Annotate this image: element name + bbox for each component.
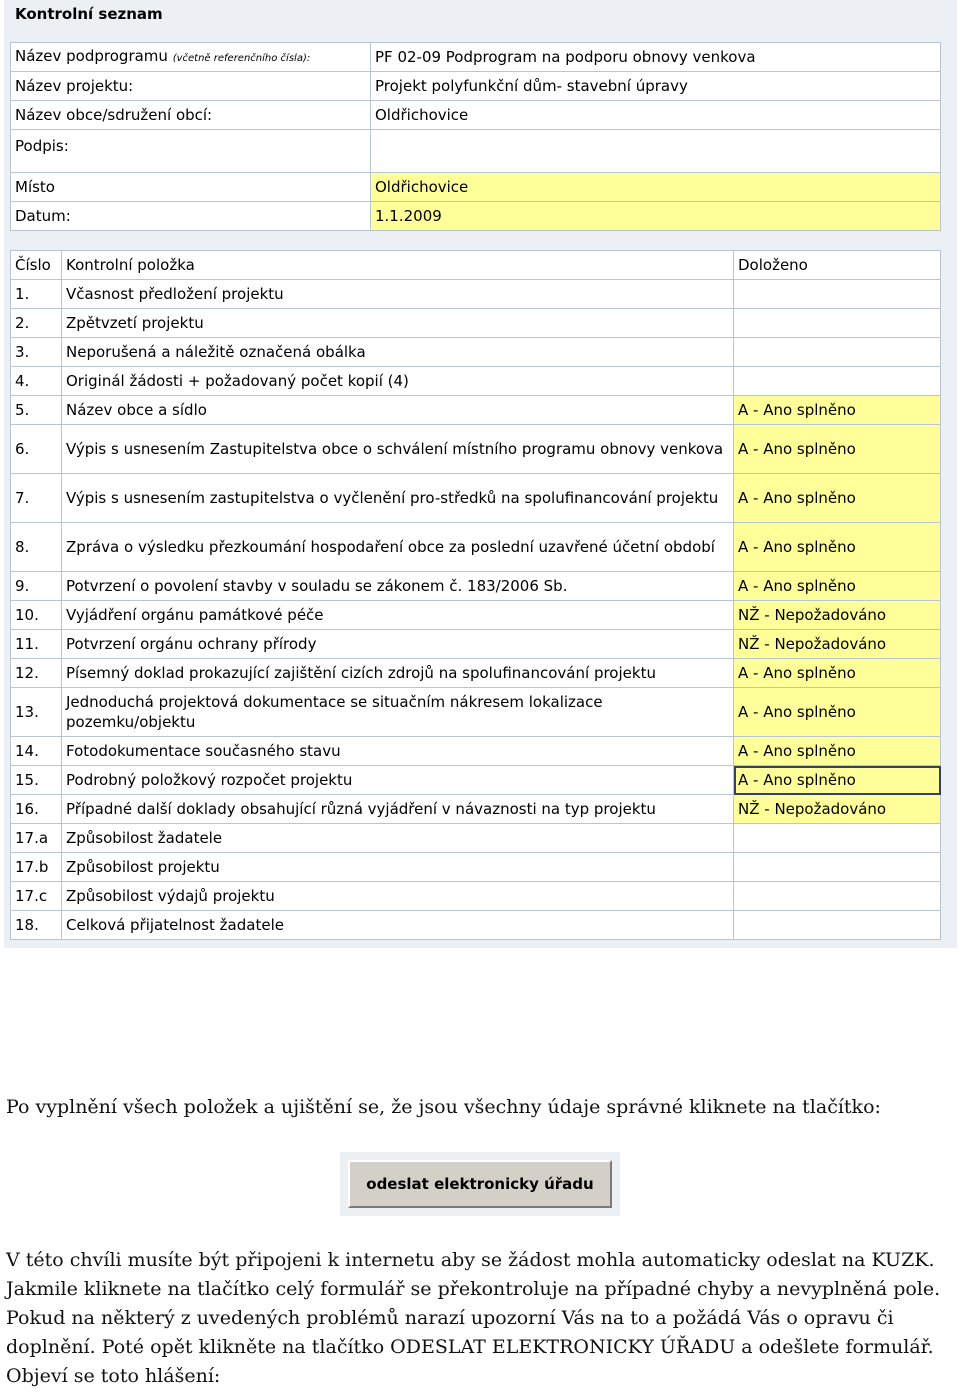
row-number: 13. bbox=[11, 688, 62, 737]
table-row bbox=[11, 425, 941, 474]
row-number: 18. bbox=[11, 911, 62, 940]
row-number: 11. bbox=[11, 630, 62, 659]
row-documented-select[interactable] bbox=[734, 367, 941, 396]
table-row bbox=[11, 688, 941, 737]
table-row bbox=[11, 572, 941, 601]
table-row bbox=[11, 523, 941, 572]
row-number: 2. bbox=[11, 309, 62, 338]
table-row bbox=[11, 280, 941, 309]
row-documented-select[interactable] bbox=[734, 309, 941, 338]
table-row bbox=[11, 601, 941, 630]
info-label-note: (včetně referenčního čísla): bbox=[172, 52, 311, 64]
row-item: Písemný doklad prokazující zajištění cizích zdrojů na spolufinancování projektu bbox=[62, 659, 734, 688]
row-item: Výpis s usnesením Zastupitelstva obce o schválení místního programu obnovy venkova bbox=[62, 425, 734, 474]
row-documented-select[interactable]: A - Ano splněno bbox=[734, 688, 941, 737]
row-number: 7. bbox=[11, 474, 62, 523]
info-value[interactable]: Projekt polyfunkční dům- stavební úpravy bbox=[371, 72, 941, 101]
table-row bbox=[11, 630, 941, 659]
header-item: Kontrolní položka bbox=[62, 251, 734, 280]
info-value[interactable] bbox=[371, 130, 941, 173]
row-item: Způsobilost výdajů projektu bbox=[62, 882, 734, 911]
row-documented-select[interactable] bbox=[734, 280, 941, 309]
row-number: 14. bbox=[11, 737, 62, 766]
row-number: 12. bbox=[11, 659, 62, 688]
row-documented-select[interactable] bbox=[734, 882, 941, 911]
row-number: 15. bbox=[11, 766, 62, 795]
info-row bbox=[11, 72, 941, 101]
row-item: Výpis s usnesením zastupitelstva o vyčlenění pro-středků na spolufinancování projektu bbox=[62, 474, 734, 523]
row-number: 9. bbox=[11, 572, 62, 601]
checklist-table bbox=[10, 250, 941, 940]
row-item: Název obce a sídlo bbox=[62, 396, 734, 425]
info-value[interactable]: Oldřichovice bbox=[371, 101, 941, 130]
row-documented-select[interactable]: A - Ano splněno bbox=[734, 425, 941, 474]
row-documented-select[interactable]: A - Ano splněno bbox=[734, 572, 941, 601]
row-number: 1. bbox=[11, 280, 62, 309]
panel-title: Kontrolní seznam bbox=[15, 5, 163, 23]
info-label: Název projektu: bbox=[11, 72, 371, 101]
table-row bbox=[11, 853, 941, 882]
row-documented-select[interactable]: A - Ano splněno bbox=[734, 659, 941, 688]
row-documented-select[interactable] bbox=[734, 824, 941, 853]
row-item: Včasnost předložení projektu bbox=[62, 280, 734, 309]
info-value[interactable]: 1.1.2009 bbox=[371, 202, 941, 231]
info-label: Datum: bbox=[11, 202, 371, 231]
info-row bbox=[11, 101, 941, 130]
info-row bbox=[11, 173, 941, 202]
row-documented-select[interactable] bbox=[734, 853, 941, 882]
row-number: 6. bbox=[11, 425, 62, 474]
info-row bbox=[11, 43, 941, 72]
row-item: Zpětvzetí projektu bbox=[62, 309, 734, 338]
row-item: Zpráva o výsledku přezkoumání hospodaření obce za poslední uzavřené účetní období bbox=[62, 523, 734, 572]
submit-button-frame bbox=[340, 1152, 620, 1216]
row-item: Celková přijatelnost žadatele bbox=[62, 911, 734, 940]
table-row bbox=[11, 737, 941, 766]
table-row bbox=[11, 659, 941, 688]
submit-electronic-button[interactable]: odeslat elektronicky úřadu bbox=[348, 1160, 612, 1208]
row-documented-select[interactable] bbox=[734, 338, 941, 367]
row-number: 3. bbox=[11, 338, 62, 367]
row-item: Vyjádření orgánu památkové péče bbox=[62, 601, 734, 630]
table-row bbox=[11, 911, 941, 940]
table-row bbox=[11, 766, 941, 795]
row-number: 17.b bbox=[11, 853, 62, 882]
row-item: Případné další doklady obsahující různá vyjádření v návaznosti na typ projektu bbox=[62, 795, 734, 824]
row-item: Fotodokumentace současného stavu bbox=[62, 737, 734, 766]
info-table bbox=[10, 42, 941, 231]
row-documented-select[interactable]: A - Ano splněno bbox=[734, 396, 941, 425]
row-documented-select[interactable]: A - Ano splněno bbox=[734, 766, 941, 795]
row-number: 5. bbox=[11, 396, 62, 425]
row-item: Potvrzení o povolení stavby v souladu se zákonem č. 183/2006 Sb. bbox=[62, 572, 734, 601]
row-documented-select[interactable]: NŽ - Nepožadováno bbox=[734, 630, 941, 659]
table-header-row bbox=[11, 251, 941, 280]
table-row bbox=[11, 309, 941, 338]
body-text: V této chvíli musíte být připojeni k internetu aby se žádost mohla automaticky odeslat na KUZK. Jakmile kliknete na tlačítko celý formulář se překontroluje na případné chyby a nevyplněná pole. Pokud na některý z uvedených problémů narazí upozorní Vás na to a požádá Vás o opravu či doplnění. Poté opět klikněte na tlačítko ODESLAT ELEKTRONICKY ÚŘADU a odešlete formulář. Objeví se toto hlášení: bbox=[6, 1249, 941, 1387]
instructions-text: Po vyplnění všech položek a ujištění se, že jsou všechny údaje správné kliknete na tlačítko: bbox=[6, 1096, 881, 1118]
row-item: Způsobilost projektu bbox=[62, 853, 734, 882]
row-documented-select[interactable] bbox=[734, 911, 941, 940]
row-item: Neporušená a náležitě označená obálka bbox=[62, 338, 734, 367]
row-number: 16. bbox=[11, 795, 62, 824]
info-label: Název obce/sdružení obcí: bbox=[11, 101, 371, 130]
row-item: Originál žádosti + požadovaný počet kopií (4) bbox=[62, 367, 734, 396]
info-label: Podpis: bbox=[11, 130, 371, 173]
table-row bbox=[11, 367, 941, 396]
row-number: 10. bbox=[11, 601, 62, 630]
row-documented-select[interactable]: A - Ano splněno bbox=[734, 737, 941, 766]
row-documented-select[interactable]: A - Ano splněno bbox=[734, 474, 941, 523]
info-value[interactable]: PF 02-09 Podprogram na podporu obnovy venkova bbox=[371, 43, 941, 72]
table-row bbox=[11, 824, 941, 853]
info-label: Místo bbox=[11, 173, 371, 202]
info-value[interactable]: Oldřichovice bbox=[371, 173, 941, 202]
row-item: Podrobný položkový rozpočet projektu bbox=[62, 766, 734, 795]
table-row bbox=[11, 795, 941, 824]
row-item: Způsobilost žadatele bbox=[62, 824, 734, 853]
header-num: Číslo bbox=[11, 251, 62, 280]
row-number: 8. bbox=[11, 523, 62, 572]
row-documented-select[interactable]: NŽ - Nepožadováno bbox=[734, 601, 941, 630]
info-label: Název podprogramu (včetně referenčního čísla): bbox=[11, 43, 371, 72]
header-doc: Doloženo bbox=[734, 251, 941, 280]
row-number: 17.c bbox=[11, 882, 62, 911]
table-row bbox=[11, 396, 941, 425]
row-item: Jednoduchá projektová dokumentace se situačním nákresem lokalizace pozemku/objektu bbox=[62, 688, 734, 737]
row-number: 4. bbox=[11, 367, 62, 396]
table-row bbox=[11, 474, 941, 523]
info-row bbox=[11, 202, 941, 231]
info-row bbox=[11, 130, 941, 173]
table-row bbox=[11, 338, 941, 367]
row-item: Potvrzení orgánu ochrany přírody bbox=[62, 630, 734, 659]
row-documented-select[interactable]: A - Ano splněno bbox=[734, 523, 941, 572]
row-documented-select[interactable]: NŽ - Nepožadováno bbox=[734, 795, 941, 824]
table-row bbox=[11, 882, 941, 911]
row-number: 17.a bbox=[11, 824, 62, 853]
